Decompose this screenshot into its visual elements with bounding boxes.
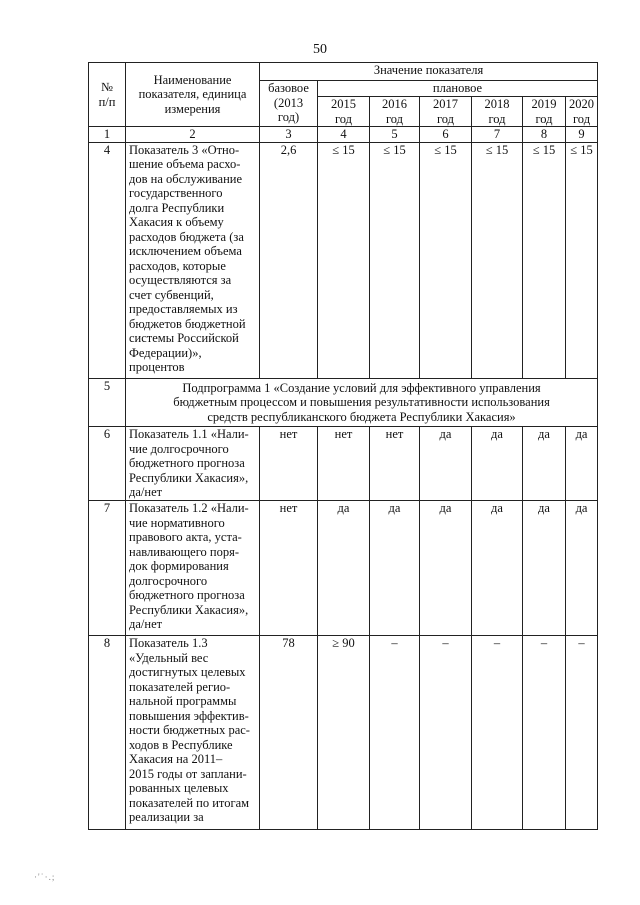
base-value: 2,6 [260, 142, 318, 378]
planned-value: – [420, 636, 472, 830]
indicators-table [88, 62, 598, 830]
header-year: 2016 год [370, 97, 420, 127]
header-year: 2018 год [472, 97, 523, 127]
planned-value: ≤ 15 [420, 142, 472, 378]
table-row [89, 427, 598, 501]
planned-value: ≤ 15 [523, 142, 566, 378]
planned-value: да [566, 501, 598, 636]
column-number: 2 [126, 127, 260, 143]
header-planned: плановое [318, 81, 598, 97]
header-value: Значение показателя [260, 63, 598, 81]
column-number: 8 [523, 127, 566, 143]
row-num: 8 [89, 636, 126, 830]
row-num: 7 [89, 501, 126, 636]
column-number: 7 [472, 127, 523, 143]
table-row [89, 142, 598, 378]
column-number: 3 [260, 127, 318, 143]
row-num: 4 [89, 142, 126, 378]
planned-value: да [318, 501, 370, 636]
planned-value: ≤ 15 [318, 142, 370, 378]
header-year: 2020 год [566, 97, 598, 127]
planned-value: нет [370, 427, 420, 501]
base-value: нет [260, 501, 318, 636]
planned-value: – [472, 636, 523, 830]
planned-value: да [523, 501, 566, 636]
indicator-name: Показатель 1.1 «Нали- чие долгосрочного бюджетного прогноза Республики Хакасия», да/нет [126, 427, 260, 501]
planned-value: нет [318, 427, 370, 501]
base-value: нет [260, 427, 318, 501]
planned-value: ≤ 15 [566, 142, 598, 378]
column-number: 9 [566, 127, 598, 143]
planned-value: да [420, 427, 472, 501]
header-base: базовое (2013 год) [260, 81, 318, 127]
header-year: 2017 год [420, 97, 472, 127]
column-number: 5 [370, 127, 420, 143]
indicator-name: Показатель 1.2 «Нали- чие нормативного правового акта, уста- навливающего поря- док формирования долгосрочного бюджетного прогноза Республики Хакасия», да/нет [126, 501, 260, 636]
subprogram-title: Подпрограмма 1 «Создание условий для эффективного управления бюджетным процессом и повышения результативности использования средств республиканского бюджета Республики Хакасия» [126, 378, 598, 427]
planned-value: ≤ 15 [370, 142, 420, 378]
row-num: 5 [89, 378, 126, 427]
page-number: 50 [313, 42, 327, 57]
indicator-name: Показатель 3 «Отно- шение объема расхо- дов на обслуживание государственного долга Республики Хакасия к объему расходов бюджета (за исключением объема расходов, которые осуществляются за счет субвенций, предоставляемых из бюджетов бюджетной системы Российской Федерации)», процентов [126, 142, 260, 378]
planned-value: да [566, 427, 598, 501]
planned-value: да [370, 501, 420, 636]
column-number: 1 [89, 127, 126, 143]
planned-value: ≥ 90 [318, 636, 370, 830]
planned-value: да [472, 501, 523, 636]
header-num: № п/п [89, 63, 126, 127]
planned-value: да [472, 427, 523, 501]
header-year: 2015 год [318, 97, 370, 127]
header-year: 2019 год [523, 97, 566, 127]
planned-value: да [523, 427, 566, 501]
planned-value: – [370, 636, 420, 830]
table-row [89, 636, 598, 830]
header-indicator-name: Наименование показателя, единица измерения [126, 63, 260, 127]
table-row [89, 378, 598, 427]
column-number: 6 [420, 127, 472, 143]
planned-value: – [523, 636, 566, 830]
indicator-name: Показатель 1.3 «Удельный вес достигнутых целевых показателей регио- нальной программы повышения эффектив- ности бюджетных рас- ходов в Республике Хакасия на 2011– 2015 годы от заплани- рованных целевых показателей по итогам реализации за [126, 636, 260, 830]
base-value: 78 [260, 636, 318, 830]
planned-value: ≤ 15 [472, 142, 523, 378]
planned-value: да [420, 501, 472, 636]
scan-mark: ·'˙·.; [34, 872, 56, 882]
table-row [89, 501, 598, 636]
column-number: 4 [318, 127, 370, 143]
planned-value: – [566, 636, 598, 830]
row-num: 6 [89, 427, 126, 501]
